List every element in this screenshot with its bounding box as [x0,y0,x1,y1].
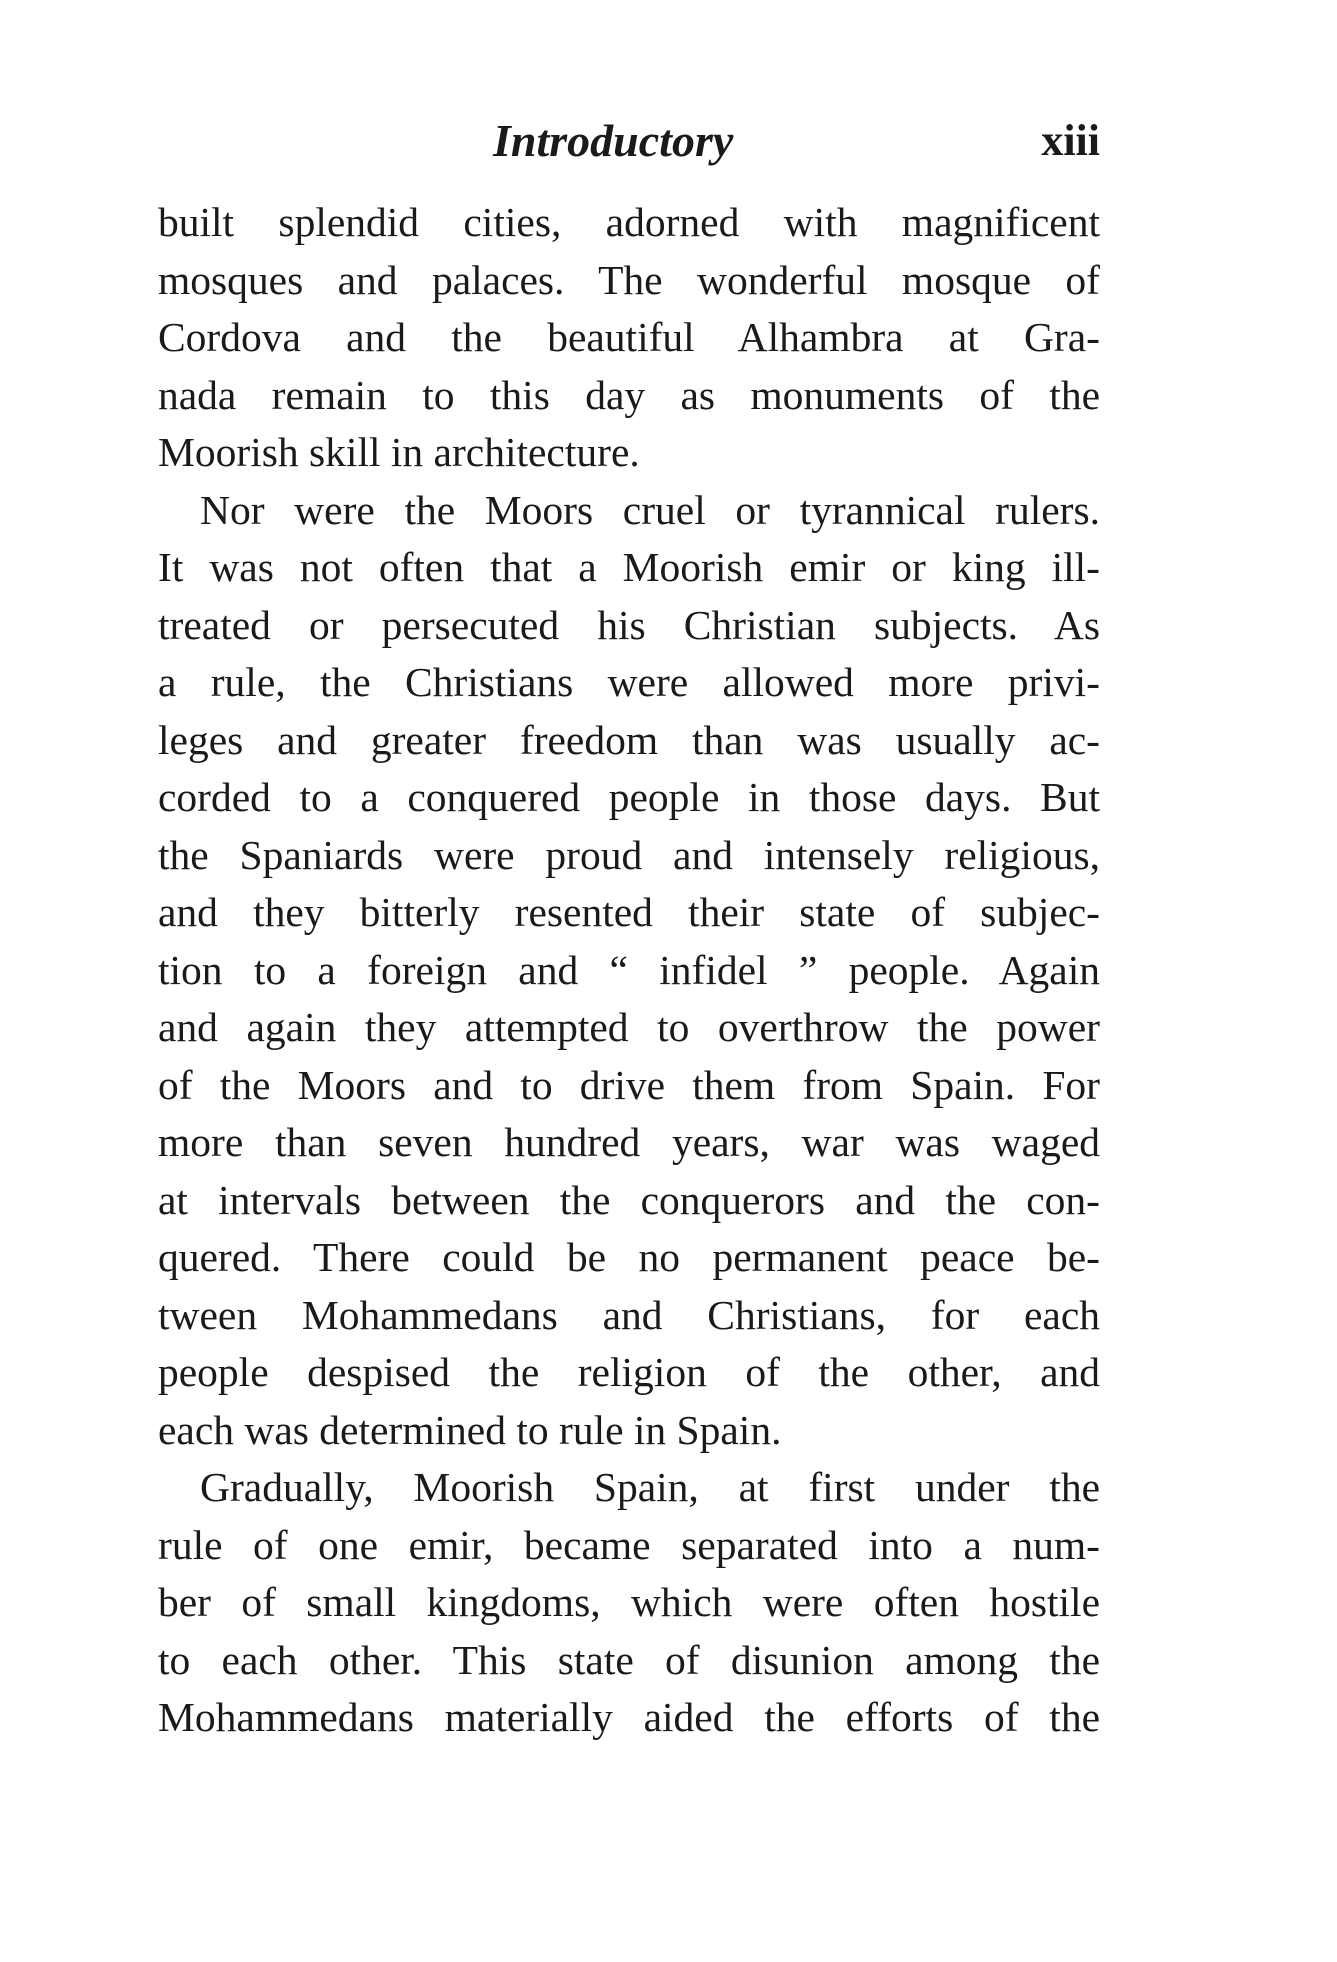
text-line: a rule, the Christians were allowed more privi- [158,659,1100,705]
book-page [158,110,1100,1747]
running-title: Introductory [493,115,734,166]
text-line: Moorish skill in architecture. [158,429,640,475]
text-line: Gradually, Moorish Spain, at first under the [200,1464,1100,1510]
text-line: more than seven hundred years, war was waged [158,1119,1100,1165]
text-line: to each other. This state of disunion among the [158,1636,1100,1683]
text-line: Cordova and the beautiful Alhambra at Gra- [158,314,1100,360]
text-line: corded to a conquered people in those days. But [158,774,1100,820]
text-line: ber of small kingdoms, which were often hostile [158,1579,1100,1625]
text-line: and they bitterly resented their state of subjec- [158,889,1100,935]
paragraph-2 [158,482,1100,1460]
running-head [158,110,1100,172]
text-line: mosques and palaces. The wonderful mosque of [158,256,1100,303]
text-line: treated or persecuted his Christian subjects. As [158,601,1100,648]
text-line: leges and greater freedom than was usually ac- [158,716,1100,763]
text-line: tween Mohammedans and Christians, for each [158,1291,1100,1338]
text-line: quered. There could be no permanent peace be- [158,1234,1100,1280]
body-text [158,194,1100,1747]
text-line: It was not often that a Moorish emir or king ill- [158,544,1100,590]
paragraph-3 [158,1459,1100,1747]
text-line: Nor were the Moors cruel or tyrannical rulers. [200,486,1100,533]
text-line: tion to a foreign and “ infidel ” people. Again [158,946,1100,993]
text-line: Mohammedans materially aided the efforts of the [158,1694,1100,1740]
text-line: of the Moors and to drive them from Spain. For [158,1061,1100,1108]
text-line: each was determined to rule in Spain. [158,1406,782,1453]
text-line: nada remain to this day as monuments of the [158,371,1100,418]
text-line: rule of one emir, became separated into a num- [158,1521,1100,1568]
text-line: people despised the religion of the other, and [158,1349,1100,1395]
text-line: the Spaniards were proud and intensely religious, [158,831,1100,878]
text-line: and again they attempted to overthrow the power [158,1004,1100,1050]
paragraph-1 [158,194,1100,482]
page-number: xiii [1041,116,1100,165]
text-line: at intervals between the conquerors and the con- [158,1176,1100,1223]
text-line: built splendid cities, adorned with magnificent [158,199,1100,245]
